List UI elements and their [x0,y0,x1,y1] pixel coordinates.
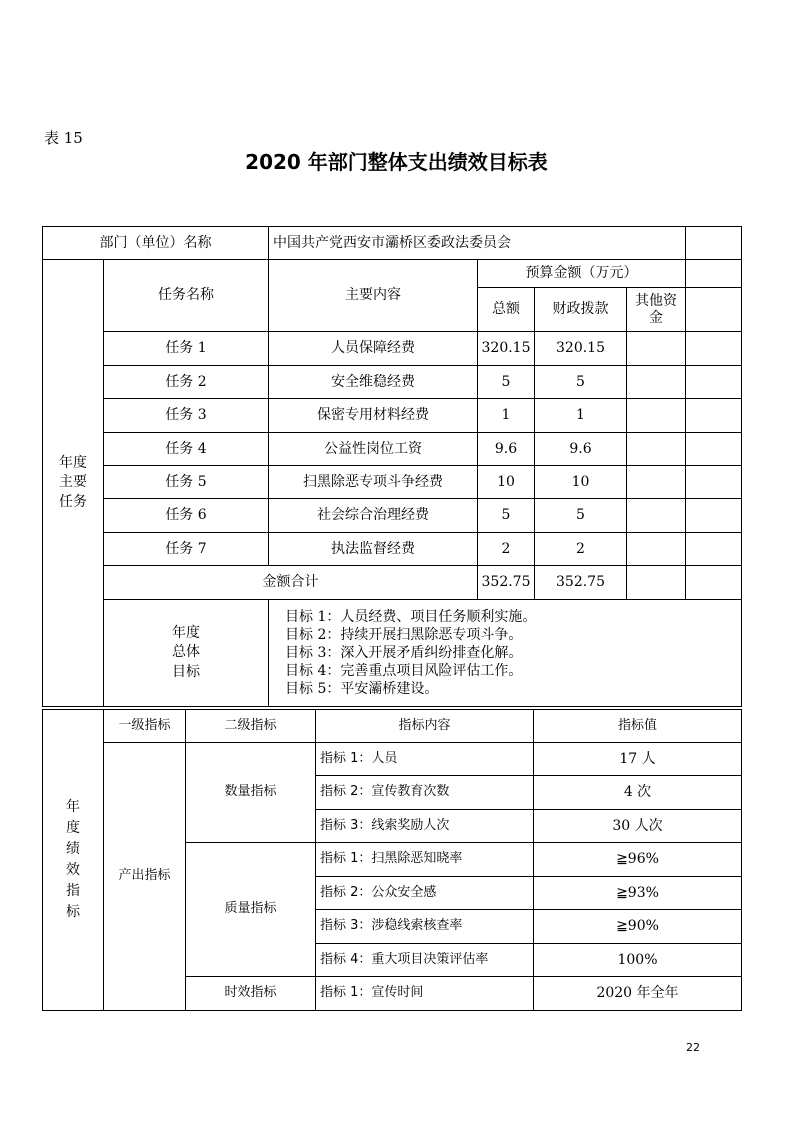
table-label: 表 15 [44,129,83,147]
table-row [43,499,742,533]
task-total: 10 [478,466,535,499]
task-other [627,499,686,533]
indicator-content: 指标 3：线索奖励人次 [316,810,534,843]
level1-output: 产出指标 [104,743,186,1011]
task-name: 任务 5 [104,466,269,499]
perf-header-row [43,710,742,743]
task-name: 任务 1 [104,332,269,366]
indicator-value: 4 次 [534,776,742,810]
col-level1: 一级指标 [104,710,186,743]
task-content: 公益性岗位工资 [269,433,478,466]
sum-total: 352.75 [478,566,535,600]
task-content: 保密专用材料经费 [269,399,478,433]
table-row [43,433,742,466]
task-other [627,332,686,366]
page-number: 22 [686,1041,700,1054]
task-fiscal: 320.15 [535,332,627,366]
task-other [627,533,686,566]
indicator-content: 指标 2：公众安全感 [316,877,534,910]
empty-cell [686,466,742,499]
empty-cell [686,533,742,566]
group-quantity: 数量指标 [186,743,316,843]
task-total: 2 [478,533,535,566]
task-other [627,466,686,499]
table-row [43,466,742,499]
goal-item: 目标 1：人员经费、项目任务顺利实施。 [285,608,537,625]
col-total: 总额 [478,288,535,332]
page-title: 2020 年部门整体支出绩效目标表 [245,150,548,174]
task-fiscal: 9.6 [535,433,627,466]
empty-cell [686,227,742,260]
task-fiscal: 1 [535,399,627,433]
task-content: 人员保障经费 [269,332,478,366]
empty-cell [686,433,742,466]
goal-item: 目标 5：平安灞桥建设。 [285,681,439,698]
task-fiscal: 5 [535,366,627,399]
empty-cell [686,288,742,332]
col-indicator-value: 指标值 [534,710,742,743]
indicator-value: 2020 年全年 [534,977,742,1011]
indicator-value: 100% [534,944,742,977]
indicator-value: ≧96% [534,843,742,877]
task-total: 9.6 [478,433,535,466]
table-row [43,366,742,399]
task-name: 任务 2 [104,366,269,399]
empty-cell [686,260,742,288]
goals-list [269,600,742,707]
empty-cell [686,566,742,600]
indicator-value: 17 人 [534,743,742,776]
empty-cell [686,366,742,399]
task-content: 执法监督经费 [269,533,478,566]
task-content: 社会综合治理经费 [269,499,478,533]
col-task-name: 任务名称 [104,260,269,332]
goal-item: 目标 3：深入开展矛盾纠纷排查化解。 [285,644,523,661]
task-total: 320.15 [478,332,535,366]
indicator-value: ≧93% [534,877,742,910]
department-row [43,227,742,260]
goals-side-label: 年度 总体 目标 [104,600,269,707]
sum-fiscal: 352.75 [535,566,627,600]
performance-table [42,709,742,1011]
sum-label: 金额合计 [104,566,478,600]
task-content: 安全维稳经费 [269,366,478,399]
group-quality: 质量指标 [186,843,316,977]
department-value: 中国共产党西安市灞桥区委政法委员会 [269,227,686,260]
task-name: 任务 4 [104,433,269,466]
tasks-header-row [43,260,742,288]
col-other: 其他资金 [627,288,686,332]
col-budget: 预算金额（万元） [478,260,686,288]
indicator-content: 指标 2：宣传教育次数 [316,776,534,810]
task-total: 5 [478,499,535,533]
col-fiscal: 财政拨款 [535,288,627,332]
task-name: 任务 3 [104,399,269,433]
task-fiscal: 2 [535,533,627,566]
task-other [627,399,686,433]
indicator-content: 指标 4：重大项目决策评估率 [316,944,534,977]
tasks-side-label: 年度 主要 任务 [43,260,104,707]
empty-cell [686,332,742,366]
task-total: 5 [478,366,535,399]
table-row [43,399,742,433]
indicator-value: 30 人次 [534,810,742,843]
perf-side-label: 年 度 绩 效 指 标 [43,710,104,1011]
empty-cell [686,499,742,533]
table-row [43,743,742,776]
task-content: 扫黑除恶专项斗争经费 [269,466,478,499]
task-total: 1 [478,399,535,433]
col-level2: 二级指标 [186,710,316,743]
col-main-content: 主要内容 [269,260,478,332]
indicator-value: ≧90% [534,910,742,944]
task-other [627,366,686,399]
col-indicator-content: 指标内容 [316,710,534,743]
department-label: 部门（单位）名称 [43,227,269,260]
task-name: 任务 7 [104,533,269,566]
task-fiscal: 10 [535,466,627,499]
group-timeliness: 时效指标 [186,977,316,1011]
table-row [43,533,742,566]
empty-cell [627,566,686,600]
indicator-content: 指标 1：扫黑除恶知晓率 [316,843,534,877]
goal-item: 目标 4：完善重点项目风险评估工作。 [285,663,523,680]
goal-item: 目标 2：持续开展扫黑除恶专项斗争。 [285,626,523,643]
sum-row [43,566,742,600]
budget-table [42,226,742,707]
task-name: 任务 6 [104,499,269,533]
indicator-content: 指标 1：宣传时间 [316,977,534,1011]
indicator-content: 指标 3：涉稳线索核查率 [316,910,534,944]
task-fiscal: 5 [535,499,627,533]
goals-row [43,600,742,707]
empty-cell [686,399,742,433]
table-row [43,332,742,366]
task-other [627,433,686,466]
indicator-content: 指标 1：人员 [316,743,534,776]
